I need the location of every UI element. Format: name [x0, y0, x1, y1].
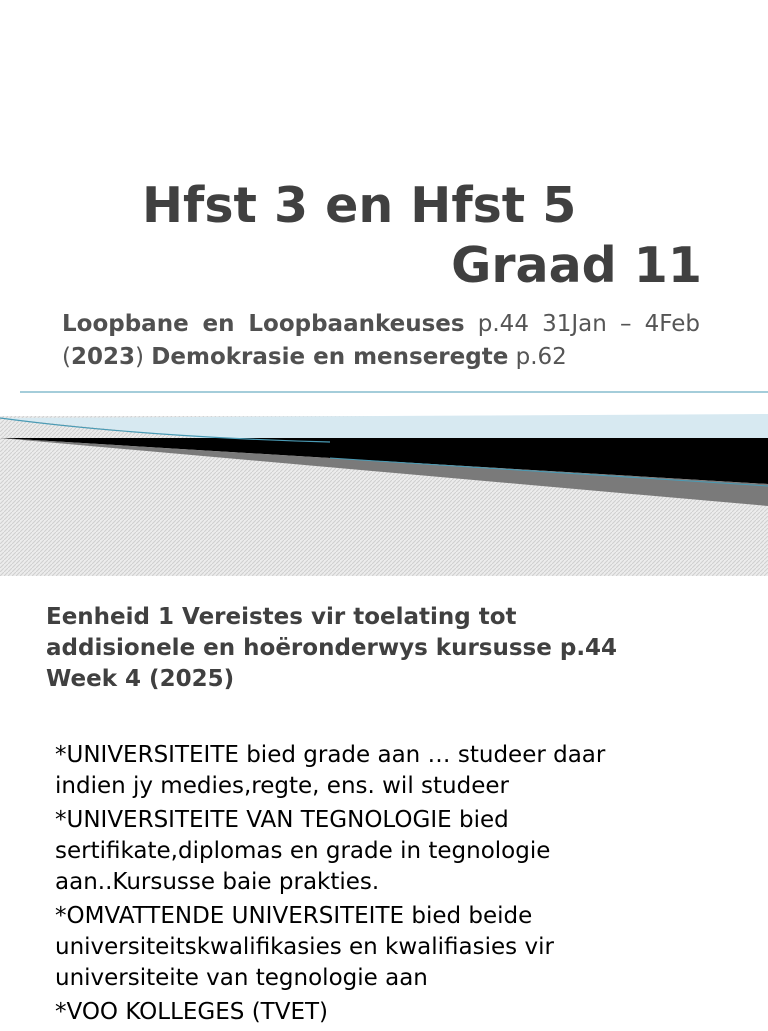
list-item-comprehensive-universities — [55, 901, 745, 994]
list-item-universities — [55, 740, 745, 802]
subtitle-separator: ) — [135, 344, 152, 370]
title-line-1: Hfst 3 en Hfst 5 — [142, 177, 577, 234]
institution-list — [55, 740, 745, 1031]
slide-title — [60, 176, 702, 296]
title-line: Eenheid 1 Vereistes vir toelating tot — [46, 604, 517, 630]
list-item-line: sertifikate,diplomas en grade in tegnologie — [55, 838, 551, 864]
list-item-universities-of-technology — [55, 805, 745, 898]
subtitle-topic-2: Demokrasie en menseregte — [151, 344, 509, 370]
list-item-line: universiteitskwalifikasies en kwalifiasies vir — [55, 934, 554, 960]
list-item-line: indien jy medies,regte, ens. wil studeer — [55, 773, 509, 799]
slide-subtitle — [62, 308, 700, 374]
list-item-line: *OMVATTENDE UNIVERSITEITE bied beide — [55, 903, 533, 929]
decorative-wave-band — [0, 380, 768, 576]
subtitle-year: 2023 — [70, 344, 135, 370]
subtitle-page: p.62 — [508, 344, 567, 370]
list-item-line: *UNIVERSITEITE bied grade aan … studeer daar — [55, 742, 606, 768]
list-item-tvet-colleges — [55, 997, 745, 1028]
subtitle-dates: p.44 31Jan – 4Feb ( — [62, 311, 701, 370]
list-item-line: *VOO KOLLEGES (TVET) — [55, 999, 329, 1025]
content-slide — [0, 576, 768, 1024]
title-line: Week 4 (2025) — [46, 666, 235, 692]
list-item-line: aan..Kursusse baie prakties. — [55, 869, 380, 895]
subtitle-topic-1: Loopbane en Loopbaankeuses — [62, 311, 465, 337]
list-item-line: universiteite van tegnologie aan — [55, 965, 428, 991]
list-item-line: *UNIVERSITEITE VAN TEGNOLOGIE bied — [55, 807, 509, 833]
title-line: addisionele en hoëronderwys kursusse p.44 — [46, 635, 618, 661]
content-slide-title — [46, 602, 726, 695]
title-line-2: Graad 11 — [451, 237, 702, 294]
